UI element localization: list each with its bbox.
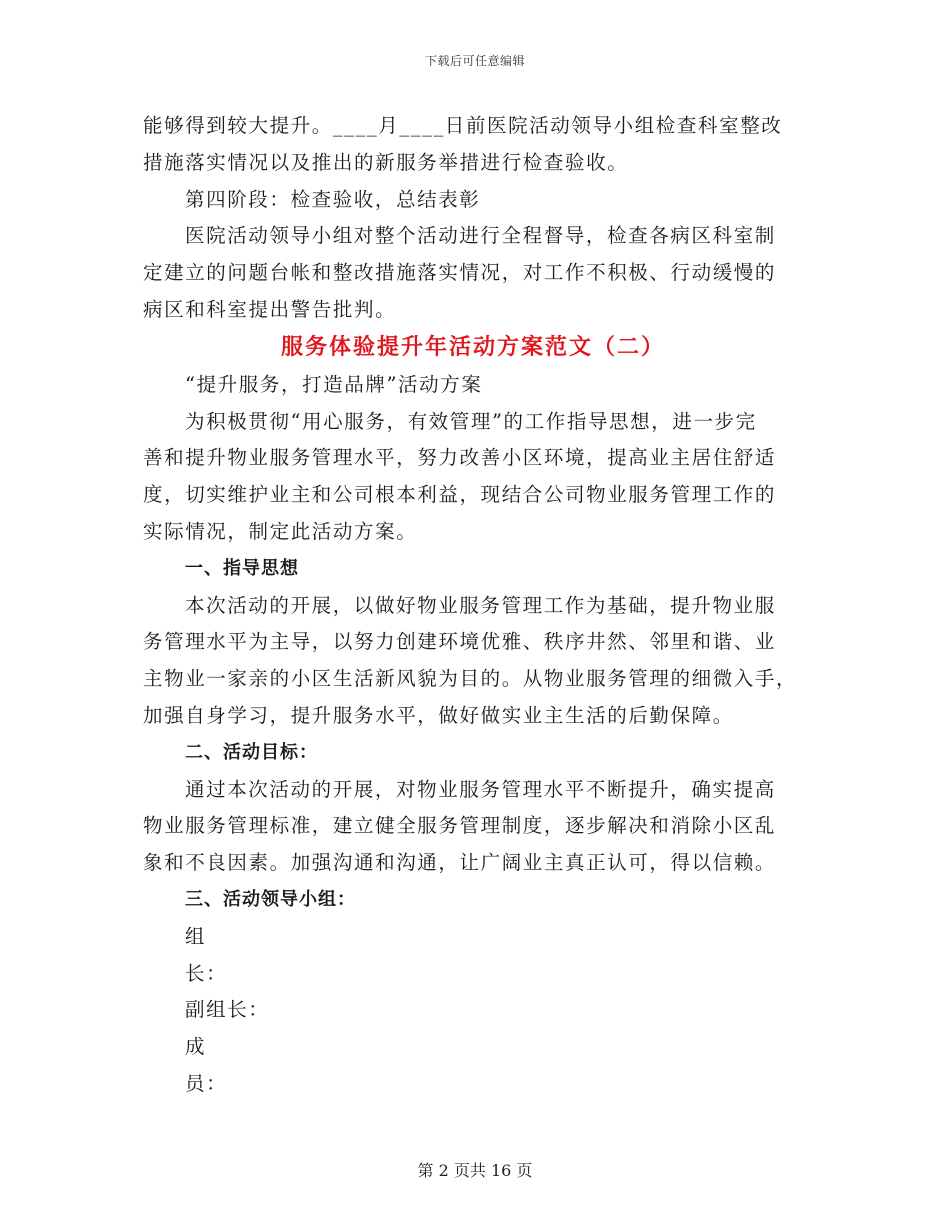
paragraph-line: 能够得到较大提升。____月____日前医院活动领导小组检查科室整改 [143, 114, 783, 137]
paragraph-line: 本次活动的开展，以做好物业服务管理工作为基础，提升物业服 [185, 593, 776, 617]
heading-guiding-thought: 一、指导思想 [185, 557, 299, 579]
deputy-leader-label: 副组长： [185, 998, 270, 1022]
paragraph-line: 为积极贯彻“用心服务，有效管理”的工作指导思想，进一步完 [185, 409, 757, 433]
paragraph-line: 主物业一家亲的小区生活新风貌为目的。从物业服务管理的细微入手， [143, 667, 798, 691]
plan-subtitle: “提升服务，打造品牌”活动方案 [185, 372, 483, 396]
page-footer: 第 2 页共 16 页 [417, 1161, 533, 1180]
paragraph-line: 物业服务管理标准，建立健全服务管理制度，逐步解决和消除小区乱 [143, 814, 777, 838]
document-body [143, 108, 803, 1103]
section-title: 服务体验提升年活动方案范文（二） [280, 334, 665, 360]
stage-four-line: 第四阶段：检查验收，总结表彰 [185, 187, 481, 211]
paragraph-line: 实际情况，制定此活动方案。 [143, 519, 418, 543]
member-label: 员： [185, 1071, 228, 1095]
heading-activity-goal: 二、活动目标： [185, 741, 318, 763]
paragraph-line: 务管理水平为主导，以努力创建环境优雅、秩序井然、邻里和谐、业 [143, 630, 777, 654]
paragraph-line: 通过本次活动的开展，对物业服务管理水平不断提升，确实提高 [185, 777, 776, 801]
heading-leadership-group: 三、活动领导小组： [185, 888, 356, 910]
paragraph-line: 善和提升物业服务管理水平，努力改善小区环境，提高业主居住舒适 [143, 446, 777, 470]
paragraph-line: 措施落实情况以及推出的新服务举措进行检查验收。 [143, 150, 629, 174]
paragraph-line: 定建立的问题台帐和整改措施落实情况，对工作不积极、行动缓慢的 [143, 261, 777, 285]
page-header: 下载后可任意编辑 [424, 54, 525, 68]
member-label: 成 [185, 1035, 207, 1059]
paragraph-line: 象和不良因素。加强沟通和沟通，让广阔业主真正认可，得以信赖。 [143, 851, 777, 875]
paragraph-line: 医院活动领导小组对整个活动进行全程督导，检查各病区科室制 [185, 224, 776, 248]
group-leader-label: 组 [185, 924, 207, 948]
paragraph-line: 加强自身学习，提升服务水平，做好做实业主生活的后勤保障。 [143, 703, 734, 727]
paragraph-line: 病区和科室提出警告批判。 [143, 297, 397, 321]
group-leader-label: 长： [185, 961, 228, 985]
paragraph-line: 度，切实维护业主和公司根本利益，现结合公司物业服务管理工作的 [143, 483, 777, 507]
